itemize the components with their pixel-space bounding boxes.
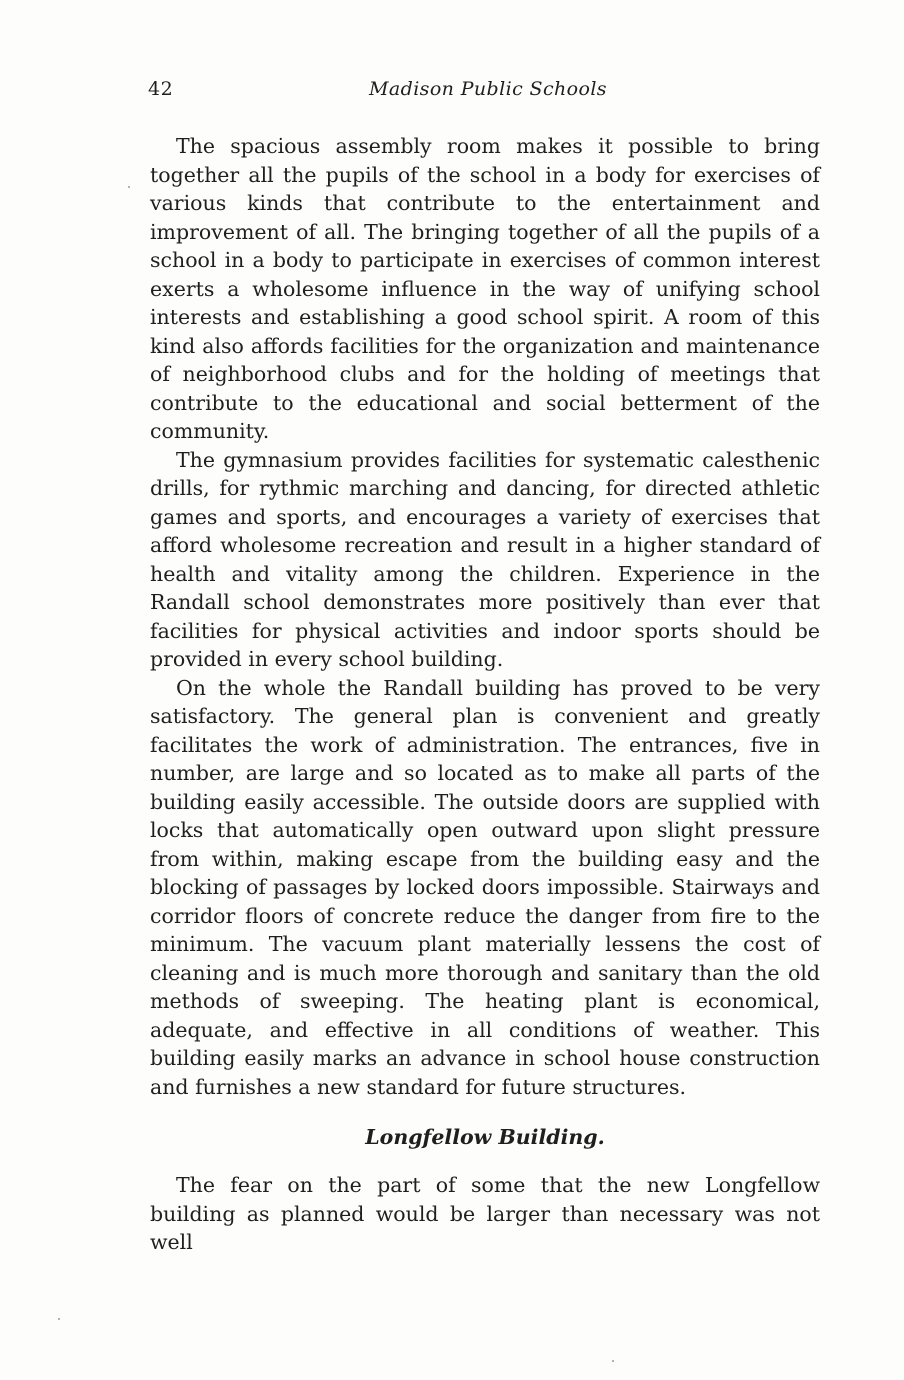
running-title: Madison Public Schools — [369, 78, 607, 100]
body-text — [150, 132, 820, 1257]
paragraph-gymnasium: The gymnasium provides facilities for systematic calesthenic drills, for rythmic marching and dancing, for directed athletic games and sports, and encourages a variety of exercises that afford wholesome recreation and result in a higher standard of health and vitality among the children. Experience in the Randall school demonstrates more positively than ever that facilities for physical activities and indoor sports should be provided in every school building. — [150, 447, 820, 671]
section-heading-longfellow: Longfellow Building. — [365, 1125, 605, 1149]
paper-speck — [58, 1318, 60, 1320]
paragraph-randall-building: On the whole the Randall building has proved to be very satisfactory. The general plan is convenient and greatly facilitates the work of administration. The entrances, five in number, are large and so located as to make all parts of the building easily accessible. The outside doors are supplied with locks that automatically open outward upon slight pressure from within, making escape from the building easy and the blocking of passages by locked doors impossible. Stairways and corridor floors of concrete reduce the danger from fire to the minimum. The vacuum plant materially lessens the cost of cleaning and is much more thorough and sanitary than the old methods of sweeping. The heating plant is economical, adequate, and effective in all conditions of weather. This building easily marks an advance in school house construction and furnishes a new standard for future structures. — [150, 675, 820, 1099]
paragraph-assembly-room: The spacious assembly room makes it possible to bring together all the pupils of the school in a body for exercises of various kinds that contribute to the entertainment and improvement of all. The bringing together of all the pupils of a school in a body to participate in exercises of common interest exerts a wholesome influence in the way of unifying school interests and establishing a good school spirit. A room of this kind also affords facilities for the organization and maintenance of neighborhood clubs and for the holding of meetings that contribute to the educational and social betterment of the community. — [150, 134, 820, 443]
paragraph-longfellow: The fear on the part of some that the new Longfellow building as planned would be larger than necessary was not well — [150, 1173, 820, 1254]
page-header — [148, 78, 828, 106]
page-number: 42 — [148, 78, 174, 100]
paper-speck — [128, 186, 130, 188]
paper-speck — [612, 1360, 614, 1362]
